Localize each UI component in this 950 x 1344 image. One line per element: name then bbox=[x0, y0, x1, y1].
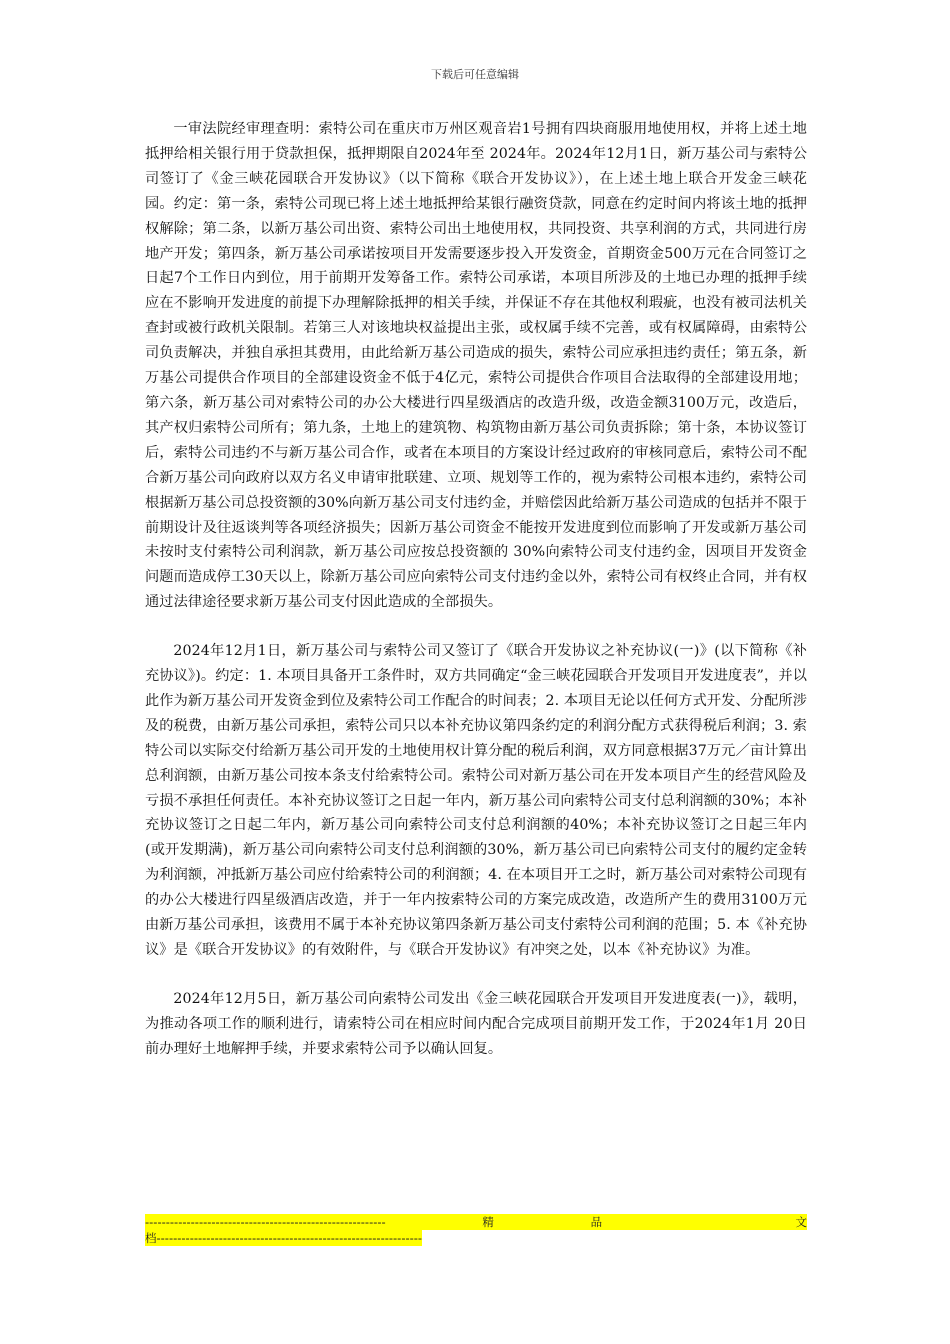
footer-line-2: 档---------------------------------------------------------------- bbox=[145, 1231, 423, 1245]
footer-char: 文 bbox=[795, 1215, 807, 1229]
paragraph-3: 2024年12月5日，新万基公司向索特公司发出《金三峡花园联合开发项目开发进度表(一)》，载明，为推动各项工作的顺利进行，请索特公司在相应时间内配合完成项目前期开发工作，于2024年1月 20日前办理好土地解押手续，并要求索特公司予以确认回复。 bbox=[145, 990, 807, 1057]
paragraph-2: 2024年12月1日，新万基公司与索特公司又签订了《联合开发协议之补充协议(一)》(以下简称《补充协议》)。约定：1. 本项目具备开工条件时，双方共同确定“金三峡花园联合开发项目开发进度表”，并以此作为新万基公司开发资金到位及索特公司工作配合的时间表；2. 本项目无论以任何方式开发、分配所涉及的税费，由新万基公司承担，索特公司只以本补充协议第四条约定的利润分配方式获得税后利润；3. 索特公司以实际交付给新万基公司开发的土地使用权计算分配的税后利润，双方同意根据37万元／亩计算出总利润额，由新万基公司按本条支付给索特公司。索特公司对新万基公司在开发本项目产生的经营风险及亏损不承担任何责任。本补充协议签订之日起一年内，新万基公司向索特公司支付总利润额的30%；本补充协议签订之日起二年内，新万基公司向索特公司支付总利润额的40%；本补充协议签订之日起三年内(或开发期满)，新万基公司向索特公司支付总利润额的30%，新万基公司已向索特公司支付的履约定金转为利润额，冲抵新万基公司应付给索特公司的利润额；4. 在本项目开工之时，新万基公司对索特公司现有的办公大楼进行四星级酒店改造，并于一年内按索特公司的方案完成改造，改造所产生的费用3100万元由新万基公司承担，该费用不属于本补充协议第四条新万基公司支付索特公司利润的范围；5. 本《补充协议》是《联合开发协议》的有效附件，与《联合开发协议》有冲突之处，以本《补充协议》为准。 bbox=[145, 643, 807, 958]
page-footer bbox=[145, 1214, 807, 1246]
footer-dashes: ---------------------------------------------------------- bbox=[145, 1215, 386, 1229]
footer-line-1 bbox=[145, 1214, 807, 1230]
document-body bbox=[145, 117, 807, 1062]
paragraph-1: 一审法院经审理查明：索特公司在重庆市万州区观音岩1号拥有四块商服用地使用权，并将上述土地抵押给相关银行用于贷款担保，抵押期限自2024年至 2024年。2024年12月1日，新万基公司与索特公司签订了《金三峡花园联合开发协议》（以下简称《联合开发协议》），在上述土地上联合开发金三峡花园。约定：第一条，索特公司现已将上述土地抵押给某银行融资贷款，同意在约定时间内将该土地的抵押权解除；第二条，以新万基公司出资、索特公司出土地使用权，共同投资、共享利润的方式，共同进行房地产开发；第四条，新万基公司承诺按项目开发需要逐步投入开发资金，首期资金500万元在合同签订之日起7个工作日内到位，用于前期开发筹备工作。索特公司承诺，本项目所涉及的土地已办理的抵押手续应在不影响开发进度的前提下办理解除抵押的相关手续，并保证不存在其他权利瑕疵，也没有被司法机关查封或被行政机关限制。若第三人对该地块权益提出主张，或权属手续不完善，或有权属障碍，由索特公司负责解决，并独自承担其费用，由此给新万基公司造成的损失，索特公司应承担违约责任；第五条，新万基公司提供合作项目的全部建设资金不低于4亿元，索特公司提供合作项目合法取得的全部建设用地；第六条，新万基公司对索特公司的办公大楼进行四星级酒店的改造升级，改造金额3100万元，改造后，其产权归索特公司所有；第九条，土地上的建筑物、构筑物由新万基公司负责拆除；第十条，本协议签订后，索特公司违约不与新万基公司合作，或者在本项目的方案设计经过政府的审核同意后，索特公司不配合新万基公司向政府以双方名义申请审批联建、立项、规划等工作的，视为索特公司根本违约，索特公司根据新万基公司总投资额的30%向新万基公司支付违约金，并赔偿因此给新万基公司造成的包括并不限于前期设计及往返谈判等各项经济损失；因新万基公司资金不能按开发进度到位而影响了开发或新万基公司未按时支付索特公司利润款，新万基公司应按总投资额的 30%向索特公司支付违约金，因项目开发资金问题而造成停工30天以上，除新万基公司应向索特公司支付违约金以外，索特公司有权终止合同，并有权通过法律途径要求新万基公司支付因此造成的全部损失。 bbox=[145, 121, 807, 611]
footer-char: 精 bbox=[482, 1215, 494, 1229]
page-header: 下载后可任意编辑 bbox=[431, 68, 519, 81]
footer-char: 品 bbox=[590, 1215, 603, 1229]
